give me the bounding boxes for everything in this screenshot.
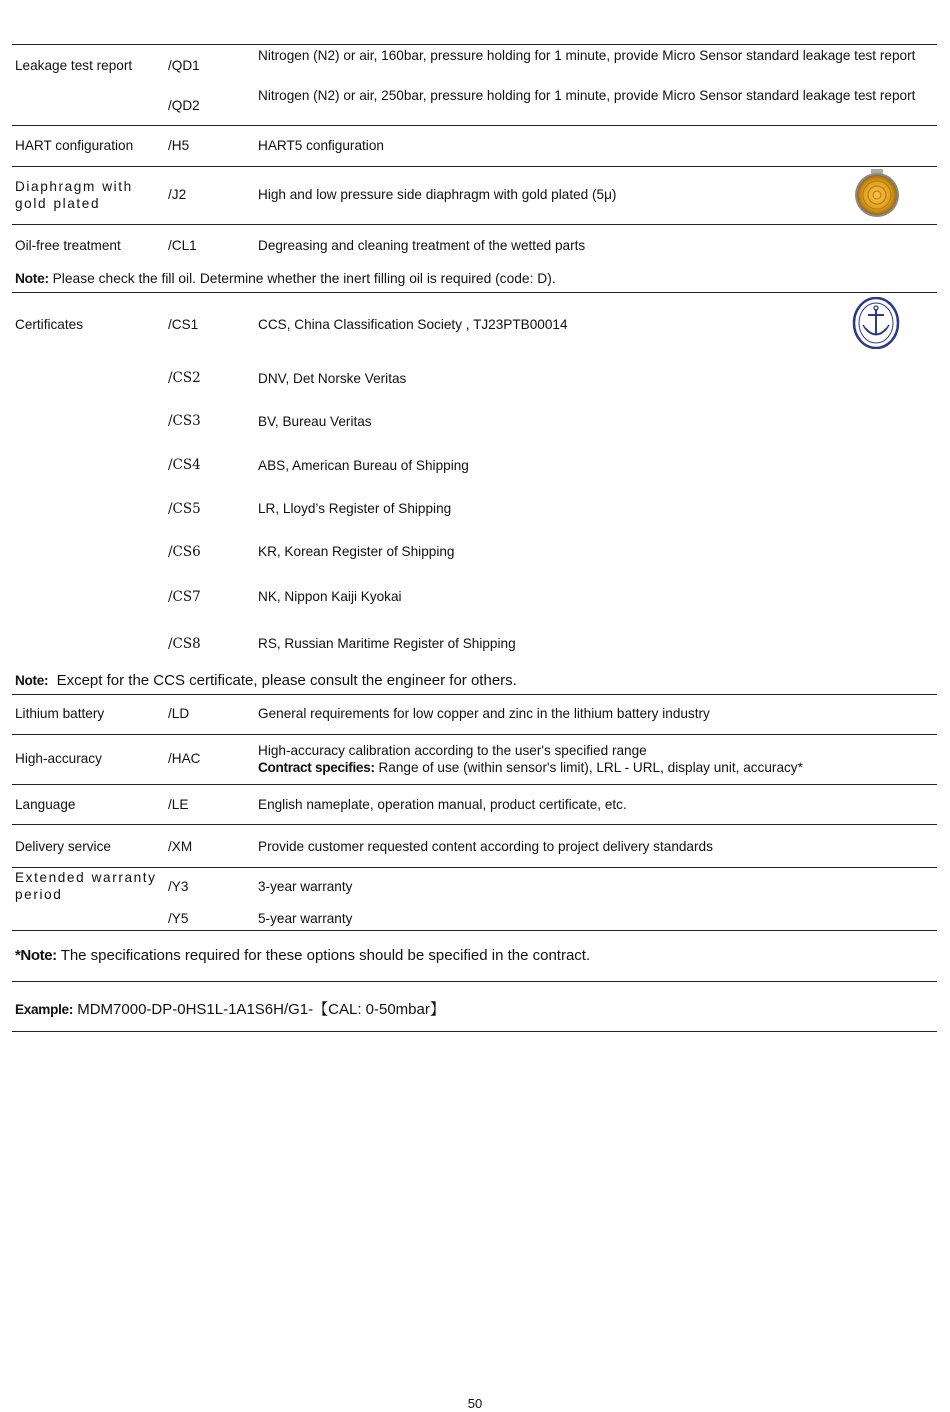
gold-diaphragm-icon (852, 169, 902, 219)
example-text: MDM7000-DP-0HS1L-1A1S6H/G1-【CAL: 0-50mbar】 (73, 1001, 445, 1018)
y5-desc: 5-year warranty (258, 911, 353, 926)
xm-code: /XM (168, 839, 193, 854)
contract-note (15, 947, 590, 964)
cs8-code: /CS8 (168, 636, 201, 652)
hart-label: HART configuration (15, 138, 134, 153)
cs7-desc: NK, Nippon Kaiji Kyokai (258, 589, 402, 604)
cs2-code: /CS2 (168, 370, 201, 386)
lithium-label: Lithium battery (15, 706, 105, 721)
cs5-desc: LR, Lloyd’s Register of Shipping (258, 501, 452, 516)
cs1-desc: CCS, China Classification Society , TJ23PTB00014 (258, 317, 568, 332)
qd2-code: /QD2 (168, 98, 200, 113)
cs6-code: /CS6 (168, 544, 201, 560)
language-label: Language (15, 797, 76, 812)
options-table (12, 44, 937, 1032)
example-label: Example: (15, 1002, 74, 1017)
example-section (12, 981, 937, 1032)
diaphragm-label: Diaphragm with gold plated (15, 179, 133, 211)
ccs-seal-icon (852, 297, 900, 349)
lithium-section (12, 694, 937, 734)
fill-oil-note (15, 271, 556, 286)
note-text: The specifications required for these options should be specified in the contract. (56, 947, 591, 964)
certificates-section (12, 292, 937, 694)
cs3-desc: BV, Bureau Veritas (258, 414, 372, 429)
contract-note-section (12, 930, 937, 981)
warranty-label: Extended warranty period (15, 870, 157, 902)
cl1-code: /CL1 (168, 238, 197, 253)
j2-code: /J2 (168, 187, 187, 202)
hac-desc-line1: High-accuracy calibration according to the user's specified range (258, 743, 647, 758)
note-label: Note: (15, 271, 49, 286)
cs7-code: /CS7 (168, 589, 201, 605)
j2-desc: High and low pressure side diaphragm with gold plated (5μ) (258, 187, 617, 202)
ld-code: /LD (168, 706, 190, 721)
le-code: /LE (168, 797, 189, 812)
delivery-label: Delivery service (15, 839, 111, 854)
y5-code: /Y5 (168, 911, 189, 926)
cs1-code: /CS1 (168, 317, 199, 332)
y3-desc: 3-year warranty (258, 879, 353, 894)
hac-code: /HAC (168, 751, 201, 766)
language-section (12, 784, 937, 824)
cs3-code: /CS3 (168, 413, 201, 429)
ccs-note (15, 672, 517, 689)
certificates-label: Certificates (15, 317, 83, 332)
note-label: Note: (15, 673, 49, 688)
warranty-section (12, 867, 937, 930)
diaphragm-section (12, 166, 937, 224)
note-text: Except for the CCS certificate, please consult the engineer for others. (48, 672, 517, 689)
qd1-desc: Nitrogen (N2) or air, 160bar, pressure holding for 1 minute, provide Micro Sensor standard leakage test report (258, 48, 916, 63)
cs2-desc: DNV, Det Norske Veritas (258, 371, 407, 386)
hac-contract (258, 759, 928, 776)
leakage-label: Leakage test report (15, 58, 133, 73)
contract-text: Range of use (within sensor's limit), LRL - URL, display unit, accuracy* (374, 760, 803, 775)
h5-code: /H5 (168, 138, 190, 153)
high-accuracy-label: High-accuracy (15, 751, 102, 766)
cs8-desc: RS, Russian Maritime Register of Shipping (258, 636, 516, 651)
qd2-desc: Nitrogen (N2) or air, 250bar, pressure holding for 1 minute, provide Micro Sensor standard leakage test report (258, 88, 916, 103)
delivery-section (12, 824, 937, 867)
le-desc: English nameplate, operation manual, product certificate, etc. (258, 797, 627, 812)
qd1-code: /QD1 (168, 58, 200, 73)
high-accuracy-section (12, 734, 937, 784)
example-line (15, 998, 445, 1019)
contract-label: Contract specifies: (258, 760, 375, 775)
note-label: *Note: (15, 947, 57, 964)
ld-desc: General requirements for low copper and zinc in the lithium battery industry (258, 706, 710, 721)
leakage-section (12, 44, 937, 125)
cs4-code: /CS4 (168, 457, 201, 473)
xm-desc: Provide customer requested content according to project delivery standards (258, 839, 713, 854)
note-text: Please check the fill oil. Determine whether the inert filling oil is required (code: D). (48, 271, 556, 286)
cl1-desc: Degreasing and cleaning treatment of the wetted parts (258, 238, 586, 253)
cs5-code: /CS5 (168, 501, 201, 517)
cs6-desc: KR, Korean Register of Shipping (258, 544, 455, 559)
y3-code: /Y3 (168, 879, 189, 894)
page-number: 50 (467, 1396, 483, 1411)
cs4-desc: ABS, American Bureau of Shipping (258, 458, 469, 473)
oil-free-section (12, 224, 937, 292)
h5-desc: HART5 configuration (258, 138, 384, 153)
oil-free-label: Oil-free treatment (15, 238, 121, 253)
hart-section (12, 125, 937, 166)
